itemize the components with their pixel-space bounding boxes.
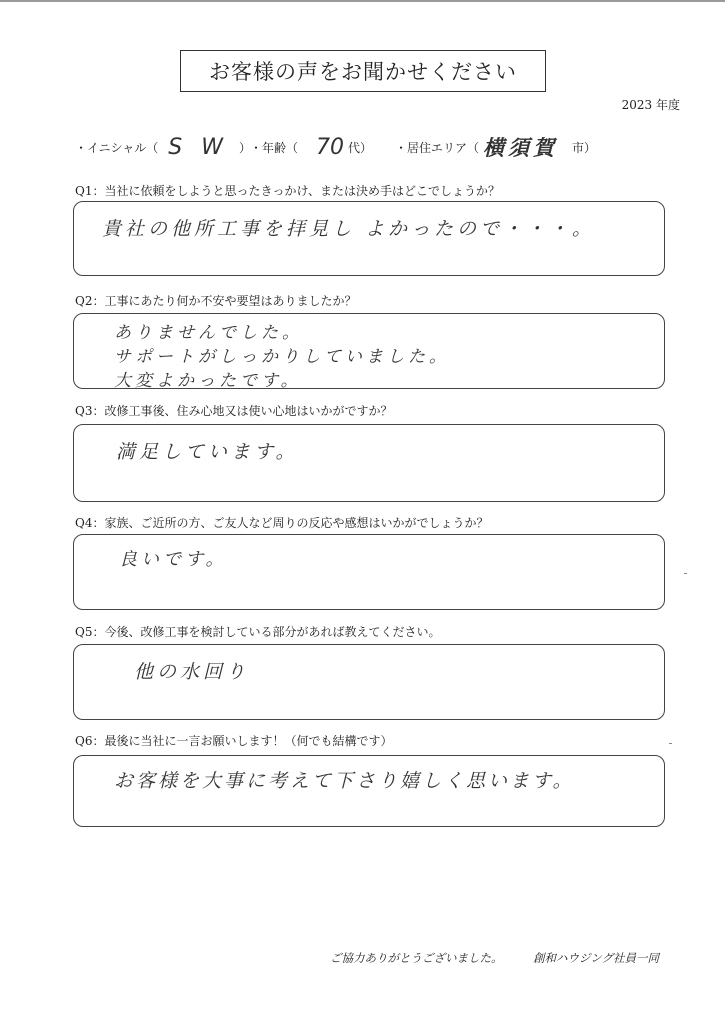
area-field	[395, 134, 596, 160]
question-1-label: Q1：当社に依頼をしようと思ったきっかけ、または決め手はどこでしょうか？	[75, 184, 500, 198]
scan-speck	[684, 573, 687, 574]
question-3-answer-box	[73, 424, 665, 502]
footer-thanks: ご協力ありがとうございました。	[330, 951, 503, 965]
question-4-label: Q4：家族、ご近所の方、ご友人など周りの反応や感想はいかがでしょうか？	[75, 516, 489, 530]
question-6-answer-box	[73, 755, 665, 827]
question-6-answer-line: お客様を大事に考えて下さり嬉しく思います。	[114, 770, 575, 792]
question-2-answer-line: サポートがしっかりしていました。	[114, 347, 450, 367]
question-5-answer-line: 他の水回り	[134, 661, 250, 683]
question-3-answer-line: 満足しています。	[116, 441, 299, 463]
question-2-answer-line: 大変よかったです。	[114, 371, 302, 391]
initial-label: ・イニシャル（	[75, 140, 159, 155]
age-unit: 代）	[348, 140, 373, 155]
age-value: 70	[316, 134, 345, 160]
question-1-answer-box	[73, 201, 665, 276]
age-field	[250, 134, 372, 160]
question-5-label: Q5：今後、改修工事を検討している部分があれば教えてください。	[75, 625, 441, 639]
initial-field	[75, 134, 251, 160]
area-label: ・居住エリア（	[395, 140, 480, 155]
question-4-answer-box	[73, 534, 665, 610]
question-2-label: Q2：工事にあたり何か不安や要望はありましたか？	[75, 294, 357, 308]
question-2-answer-line: ありませんでした。	[114, 323, 303, 343]
page-title-text: お客様の声をお聞かせください	[209, 60, 517, 84]
question-4-answer-line: 良いです。	[119, 549, 228, 570]
footer-company: 創和ハウジング社員一同	[533, 951, 659, 965]
area-unit: 市）	[572, 140, 597, 155]
area-value: 横須賀	[483, 136, 559, 160]
question-6-label: Q6：最後に当社に一言お願いします！（何でも結構です）	[75, 734, 393, 748]
question-1-answer-line: 貴社の他所工事を拝見し よかったので・・・。	[102, 218, 596, 240]
initial-close: ）	[239, 140, 252, 155]
top-edge-rule	[0, 0, 725, 2]
question-5-answer-box	[73, 644, 665, 720]
initial-value: S W	[168, 134, 229, 160]
question-3-label: Q3：改修工事後、住み心地又は使い心地はいかがですか？	[75, 404, 393, 418]
age-label: ・年齢（	[250, 140, 299, 155]
fiscal-year: 2023 年度	[621, 98, 680, 112]
scan-speck	[669, 743, 672, 744]
question-2-answer-box	[73, 313, 665, 389]
page-title	[180, 50, 546, 92]
